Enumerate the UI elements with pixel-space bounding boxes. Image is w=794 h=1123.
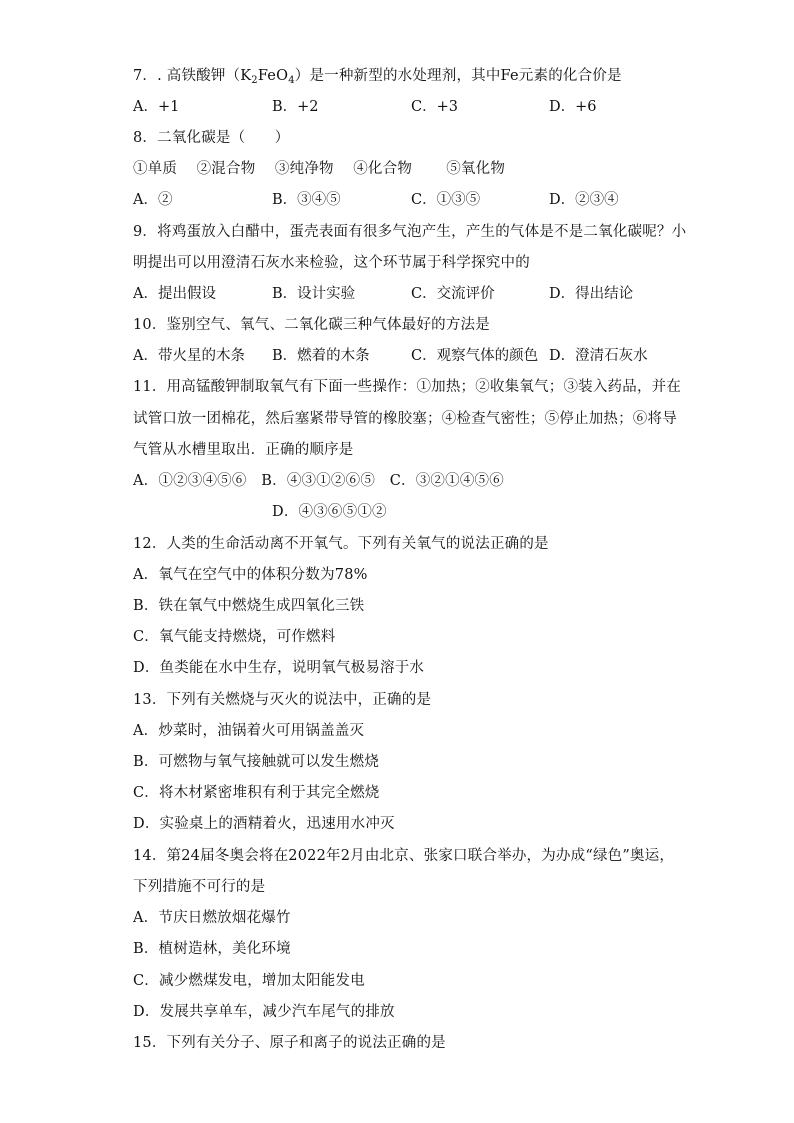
option-a[interactable]: A．② — [133, 192, 173, 208]
option-a[interactable]: A．带火星的木条 — [133, 348, 245, 364]
question-13-stem: 13．下列有关燃烧与灭火的说法中，正确的是 — [133, 692, 432, 708]
question-9-stem-line2: 明提出可以用澄清石灰水来检验，这个环节属于科学探究中的 — [133, 255, 530, 271]
option-c[interactable]: C．①③⑤ — [411, 192, 481, 208]
question-11-options-abc[interactable]: A．①②③④⑤⑥ B．④③①②⑥⑤ C．③②①④⑤⑥ — [133, 473, 504, 489]
question-11-stem-line1: 11．用高锰酸钾制取氧气有下面一些操作：①加热；②收集氧气；③装入药品，并在 — [133, 379, 682, 395]
question-12-stem: 12．人类的生命活动离不开氧气。下列有关氧气的说法正确的是 — [133, 536, 549, 552]
question-10-options — [133, 346, 693, 366]
option-d[interactable]: D．②③④ — [549, 192, 619, 208]
question-12-option-a[interactable]: A．氧气在空气中的体积分数为78% — [133, 567, 368, 583]
option-c[interactable]: C．+3 — [411, 99, 458, 115]
option-a[interactable]: A．+1 — [133, 99, 180, 115]
question-14-option-b[interactable]: B．植树造林，美化环境 — [133, 941, 291, 957]
option-b[interactable]: B．③④⑤ — [272, 192, 341, 208]
question-7-stem: 7．. 高铁酸钾$(K_2FeO_4)$是一种新型的水处理剂，其中Fe元素的化合价是 — [133, 68, 622, 86]
question-11-option-d[interactable]: D．④③⑥⑤①② — [272, 504, 387, 520]
question-12-option-c[interactable]: C．氧气能支持燃烧，可作燃料 — [133, 629, 336, 645]
option-c[interactable]: C．交流评价 — [411, 286, 495, 302]
question-14-stem-line1: 14．第24届冬奥会将在2022年2月由北京、张家口联合举办，为办成“绿色”奥运， — [133, 848, 675, 864]
question-10-stem: 10．鉴别空气、氧气、二氧化碳三种气体最好的方法是 — [133, 317, 490, 333]
question-13-option-a[interactable]: A．炒菜时，油锅着火可用锅盖盖灭 — [133, 723, 365, 739]
question-13-option-c[interactable]: C．将木材紧密堆积有利于其完全燃烧 — [133, 785, 380, 801]
question-8-choices: ①单质 ②混合物 ③纯净物 ④化合物 ⑤氧化物 — [133, 161, 506, 177]
question-12-option-d[interactable]: D．鱼类能在水中生存，说明氧气极易溶于水 — [133, 660, 425, 676]
question-14-stem-line2: 下列措施不可行的是 — [133, 879, 266, 895]
question-11-stem-line2: 试管口放一团棉花，然后塞紧带导管的橡胶塞；④检查气密性；⑤停止加热；⑥将导 — [133, 411, 677, 427]
question-9-stem-line1: 9．将鸡蛋放入白醋中，蛋壳表面有很多气泡产生，产生的气体是不是二氧化碳呢？小 — [133, 224, 687, 240]
option-b[interactable]: B．+2 — [272, 99, 319, 115]
question-8-options — [133, 190, 693, 210]
option-b[interactable]: B．设计实验 — [272, 286, 356, 302]
option-d[interactable]: D．+6 — [549, 99, 597, 115]
question-14-option-a[interactable]: A．节庆日燃放烟花爆竹 — [133, 910, 291, 926]
option-b[interactable]: B．燃着的木条 — [272, 348, 370, 364]
option-a[interactable]: A．提出假设 — [133, 286, 216, 302]
question-12-option-b[interactable]: B．铁在氧气中燃烧生成四氧化三铁 — [133, 598, 365, 614]
question-14-option-d[interactable]: D．发展共享单车，减少汽车尾气的排放 — [133, 1004, 395, 1020]
question-8-stem: 8．二氧化碳是（ ） — [133, 130, 290, 146]
option-d[interactable]: D．澄清石灰水 — [549, 348, 648, 364]
option-d[interactable]: D．得出结论 — [549, 286, 634, 302]
question-15-stem: 15．下列有关分子、原子和离子的说法正确的是 — [133, 1035, 446, 1051]
question-13-option-b[interactable]: B．可燃物与氧气接触就可以发生燃烧 — [133, 754, 380, 770]
question-11-stem-line3: 气管从水槽里取出．正确的顺序是 — [133, 442, 354, 458]
question-13-option-d[interactable]: D．实验桌上的酒精着火，迅速用水冲灭 — [133, 816, 395, 832]
question-14-option-c[interactable]: C．减少燃煤发电，增加太阳能发电 — [133, 973, 365, 989]
question-9-options — [133, 284, 693, 304]
option-c[interactable]: C．观察气体的颜色 — [411, 348, 539, 364]
question-7-options — [133, 97, 693, 117]
